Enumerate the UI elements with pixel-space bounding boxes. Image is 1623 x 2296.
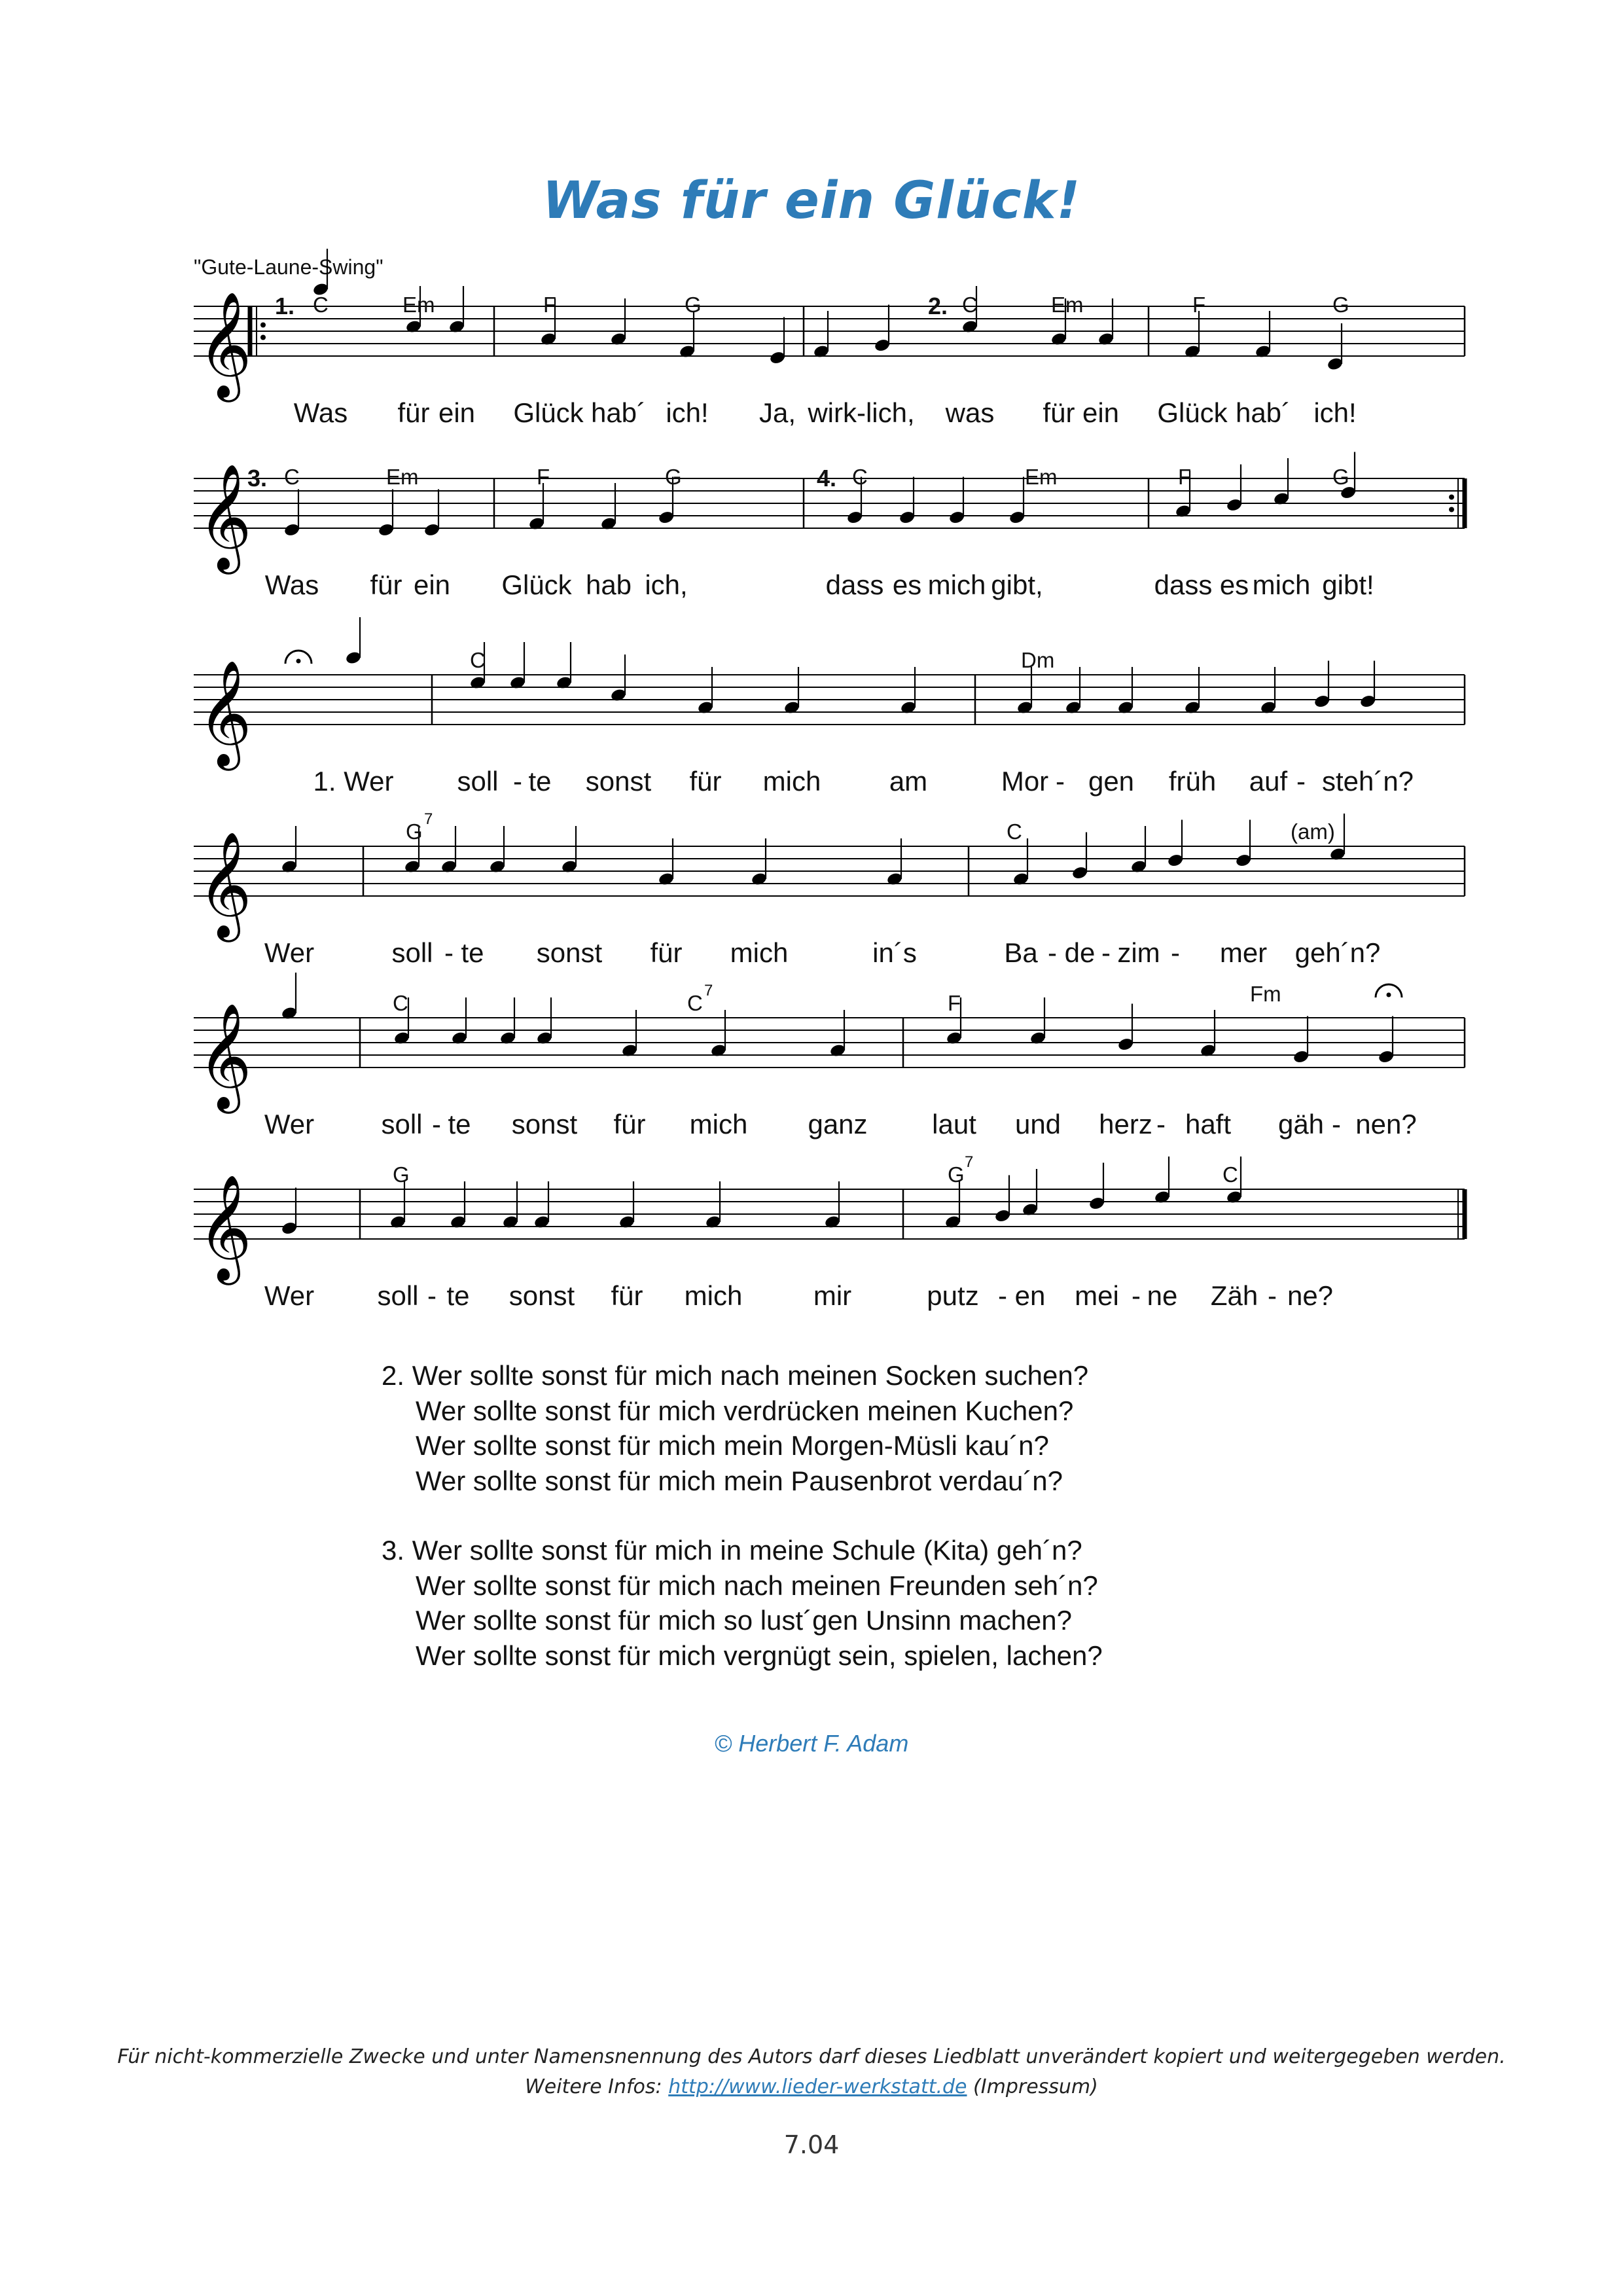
verse-line: 3. Wer sollte sonst für mich in meine Schule (Kita) geh´n?: [382, 1535, 1082, 1566]
style-marking: "Gute-Laune-Swing": [194, 255, 383, 279]
lyric: mich: [1252, 569, 1311, 600]
lyric: mir: [813, 1280, 852, 1311]
lyric: sonst: [585, 766, 652, 797]
chord: F: [1178, 465, 1192, 489]
lyric: hab´: [1235, 397, 1291, 428]
lyric: zim: [1117, 937, 1160, 968]
lyric: Wer: [264, 1109, 315, 1139]
additional-verses: [382, 1358, 1103, 1708]
lyric: sonst: [511, 1109, 578, 1139]
lyric: am: [889, 766, 928, 797]
lyric: ein: [1082, 397, 1120, 428]
lyric: in´s: [872, 937, 917, 968]
lyric: gibt,: [991, 569, 1043, 600]
lyric: geh´n?: [1294, 937, 1381, 968]
treble-clef-icon: 𝄞: [198, 1003, 252, 1109]
treble-clef-icon: 𝄞: [198, 660, 252, 766]
lyric: gen: [1088, 766, 1135, 797]
lyric: Ja,: [758, 397, 796, 428]
lyric: für: [689, 766, 722, 797]
chord-superscript: 7: [424, 810, 433, 828]
song-title: Was für ein Glück!: [542, 171, 1081, 230]
footer-text: des Autors darf dieses Liedblatt: [701, 2045, 1026, 2068]
lyric: für: [611, 1280, 643, 1311]
lyric: te: [448, 1109, 471, 1139]
lyric: -: [1132, 1280, 1141, 1311]
volta-3: 3.: [247, 465, 268, 492]
lyric: soll: [377, 1280, 419, 1311]
lyric: -: [998, 1280, 1007, 1311]
chord: G: [1332, 293, 1349, 317]
verse-3: [382, 1533, 1103, 1673]
repeat-dot: [260, 335, 266, 340]
lyric: mer: [1219, 937, 1268, 968]
lyric: Wer: [264, 937, 315, 968]
footer-text: (Impressum): [967, 2075, 1098, 2098]
lyric: Glück: [501, 569, 572, 600]
lyric: Zäh: [1210, 1280, 1258, 1311]
chord: F: [948, 991, 961, 1015]
lyric: putz: [927, 1280, 979, 1311]
fermata-dot: [296, 659, 301, 664]
lyric: früh: [1168, 766, 1217, 797]
chord: G: [1332, 465, 1349, 489]
chord: C: [1222, 1162, 1238, 1187]
chord: Em: [386, 465, 419, 489]
lyric: ich!: [666, 397, 709, 428]
lyric: gäh: [1277, 1109, 1325, 1139]
lyric: ich,: [645, 569, 688, 600]
lyric: -: [1332, 1109, 1341, 1139]
footer-text: Für: [117, 2045, 155, 2068]
lyric: sonst: [508, 1280, 575, 1311]
lyric: und: [1014, 1109, 1061, 1139]
chord: F: [543, 293, 557, 317]
chord: (am): [1291, 819, 1335, 844]
repeat-dot: [1449, 507, 1454, 512]
lyric: ein: [413, 569, 451, 600]
license-footer: [0, 2042, 1623, 2102]
chord: G: [948, 1162, 965, 1187]
chord: C: [1007, 819, 1022, 844]
lyric: mich: [762, 766, 821, 797]
website-link[interactable]: http://www.lieder-werkstatt.de: [668, 2075, 967, 2098]
lyric: ne: [1147, 1280, 1178, 1311]
lyric: -: [444, 937, 454, 968]
lyric: dass: [1154, 569, 1213, 600]
lyric: soll: [381, 1109, 423, 1139]
lyric: ganz: [808, 1109, 868, 1139]
lyric: sonst: [536, 937, 603, 968]
lyric: mich: [689, 1109, 748, 1139]
lyric: 1. Wer: [313, 766, 394, 797]
lyric: Wer: [264, 1280, 315, 1311]
info-line: [0, 2072, 1623, 2102]
lyric: ne?: [1287, 1280, 1334, 1311]
lyric: Glück: [1157, 397, 1228, 428]
chord-superscript: 7: [704, 982, 713, 999]
lyric: -: [1171, 937, 1180, 968]
footer-text: Zwecke und unter: [343, 2045, 535, 2068]
footer-emphasis: nicht-kommerzielle: [154, 2045, 344, 2068]
lyric: soll: [457, 766, 499, 797]
lyric: für: [1043, 397, 1075, 428]
chord-superscript: 7: [965, 1153, 974, 1171]
lyric: hab´: [590, 397, 647, 428]
chord: C: [393, 991, 408, 1015]
chord: C: [852, 465, 868, 489]
volta-2: 2.: [928, 293, 948, 319]
lyric: mich: [730, 937, 789, 968]
footer-text: Weitere Infos:: [525, 2075, 669, 2098]
verse-line: Wer sollte sonst für mich vergnügt sein, spielen, lachen?: [416, 1640, 1103, 1671]
lyric: Mor: [1001, 766, 1049, 797]
lyric: Was: [293, 397, 348, 428]
lyric: Glück: [513, 397, 584, 428]
treble-clef-icon: 𝄞: [198, 291, 252, 398]
lyric: -: [1156, 1109, 1166, 1139]
lyric: für: [613, 1109, 646, 1139]
chord: Em: [1051, 293, 1084, 317]
chord: Fm: [1250, 982, 1281, 1006]
page-number: 7.04: [783, 2130, 840, 2159]
lyric: te: [528, 766, 552, 797]
lyric: es: [892, 569, 922, 600]
chord: G: [406, 819, 423, 844]
lyric: -: [513, 766, 522, 797]
chord: C: [470, 648, 486, 672]
lyric: de: [1064, 937, 1096, 968]
chord: Em: [402, 293, 435, 317]
verse-line: Wer sollte sonst für mich nach meinen Freunden seh´n?: [416, 1570, 1098, 1601]
lyric: mei: [1075, 1280, 1119, 1311]
lyric: hab: [585, 569, 632, 600]
verse-line: Wer sollte sonst für mich mein Pausenbrot verdau´n?: [416, 1465, 1063, 1496]
volta-1: 1.: [275, 293, 295, 319]
chord: C: [313, 293, 329, 317]
lyric: haft: [1185, 1109, 1232, 1139]
copyright-notice: © Herbert F. Adam: [714, 1730, 909, 1757]
repeat-dot: [260, 323, 266, 328]
chord: F: [1192, 293, 1206, 317]
lyric: dass: [825, 569, 884, 600]
lyric: mich: [684, 1280, 743, 1311]
lyric: -: [1296, 766, 1306, 797]
lyric: für: [397, 397, 430, 428]
lyric: nen?: [1355, 1109, 1417, 1139]
lyric: für: [650, 937, 683, 968]
lyric: gibt!: [1322, 569, 1374, 600]
lyric: für: [370, 569, 402, 600]
treble-clef-icon: 𝄞: [198, 463, 252, 570]
lyric: ein: [438, 397, 476, 428]
lyric: was: [945, 397, 995, 428]
lyric: wirk-lich,: [808, 397, 915, 428]
repeat-dot: [1449, 495, 1454, 500]
lyric: te: [461, 937, 484, 968]
lyric: -: [427, 1280, 437, 1311]
footer-text: kopiert und weitergegeben werden.: [1147, 2045, 1506, 2068]
verse-line: 2. Wer sollte sonst für mich nach meinen Socken suchen?: [382, 1360, 1089, 1391]
verse-2: [382, 1358, 1103, 1498]
lyric: Ba: [1004, 937, 1038, 968]
lyric: -: [1101, 937, 1111, 968]
chord: Em: [1025, 465, 1058, 489]
chord: C: [962, 293, 978, 317]
lyric: -: [432, 1109, 441, 1139]
chord: C: [284, 465, 300, 489]
verse-line: Wer sollte sonst für mich verdrücken meinen Kuchen?: [416, 1395, 1074, 1426]
verse-line: Wer sollte sonst für mich mein Morgen-Müsli kau´n?: [416, 1430, 1049, 1461]
footer-emphasis: Namensnennung: [534, 2045, 702, 2068]
license-line: [0, 2042, 1623, 2072]
lyric: en: [1014, 1280, 1046, 1311]
lyric: auf: [1249, 766, 1288, 797]
chord: G: [685, 293, 702, 317]
lyric: steh´n?: [1321, 766, 1414, 797]
treble-clef-icon: 𝄞: [198, 831, 252, 938]
lyric: -: [1268, 1280, 1277, 1311]
verse-line: Wer sollte sonst für mich so lust´gen Unsinn machen?: [416, 1605, 1072, 1636]
lyric: Was: [264, 569, 319, 600]
lyric: te: [446, 1280, 470, 1311]
lyric: laut: [932, 1109, 976, 1139]
chord: F: [537, 465, 550, 489]
lyric: mich: [927, 569, 986, 600]
chord: C: [687, 991, 703, 1015]
lyric: es: [1219, 569, 1249, 600]
chord: Dm: [1021, 648, 1055, 672]
lyric: ich!: [1313, 397, 1357, 428]
lyric: soll: [391, 937, 433, 968]
treble-clef-icon: 𝄞: [198, 1174, 252, 1281]
volta-4: 4.: [817, 465, 837, 492]
chord: G: [393, 1162, 410, 1187]
lyric: -: [1056, 766, 1065, 797]
lyric: herz: [1099, 1109, 1152, 1139]
lyric: -: [1048, 937, 1057, 968]
chord: G: [665, 465, 682, 489]
fermata-dot: [1387, 993, 1391, 997]
footer-emphasis: unverändert: [1026, 2045, 1147, 2068]
